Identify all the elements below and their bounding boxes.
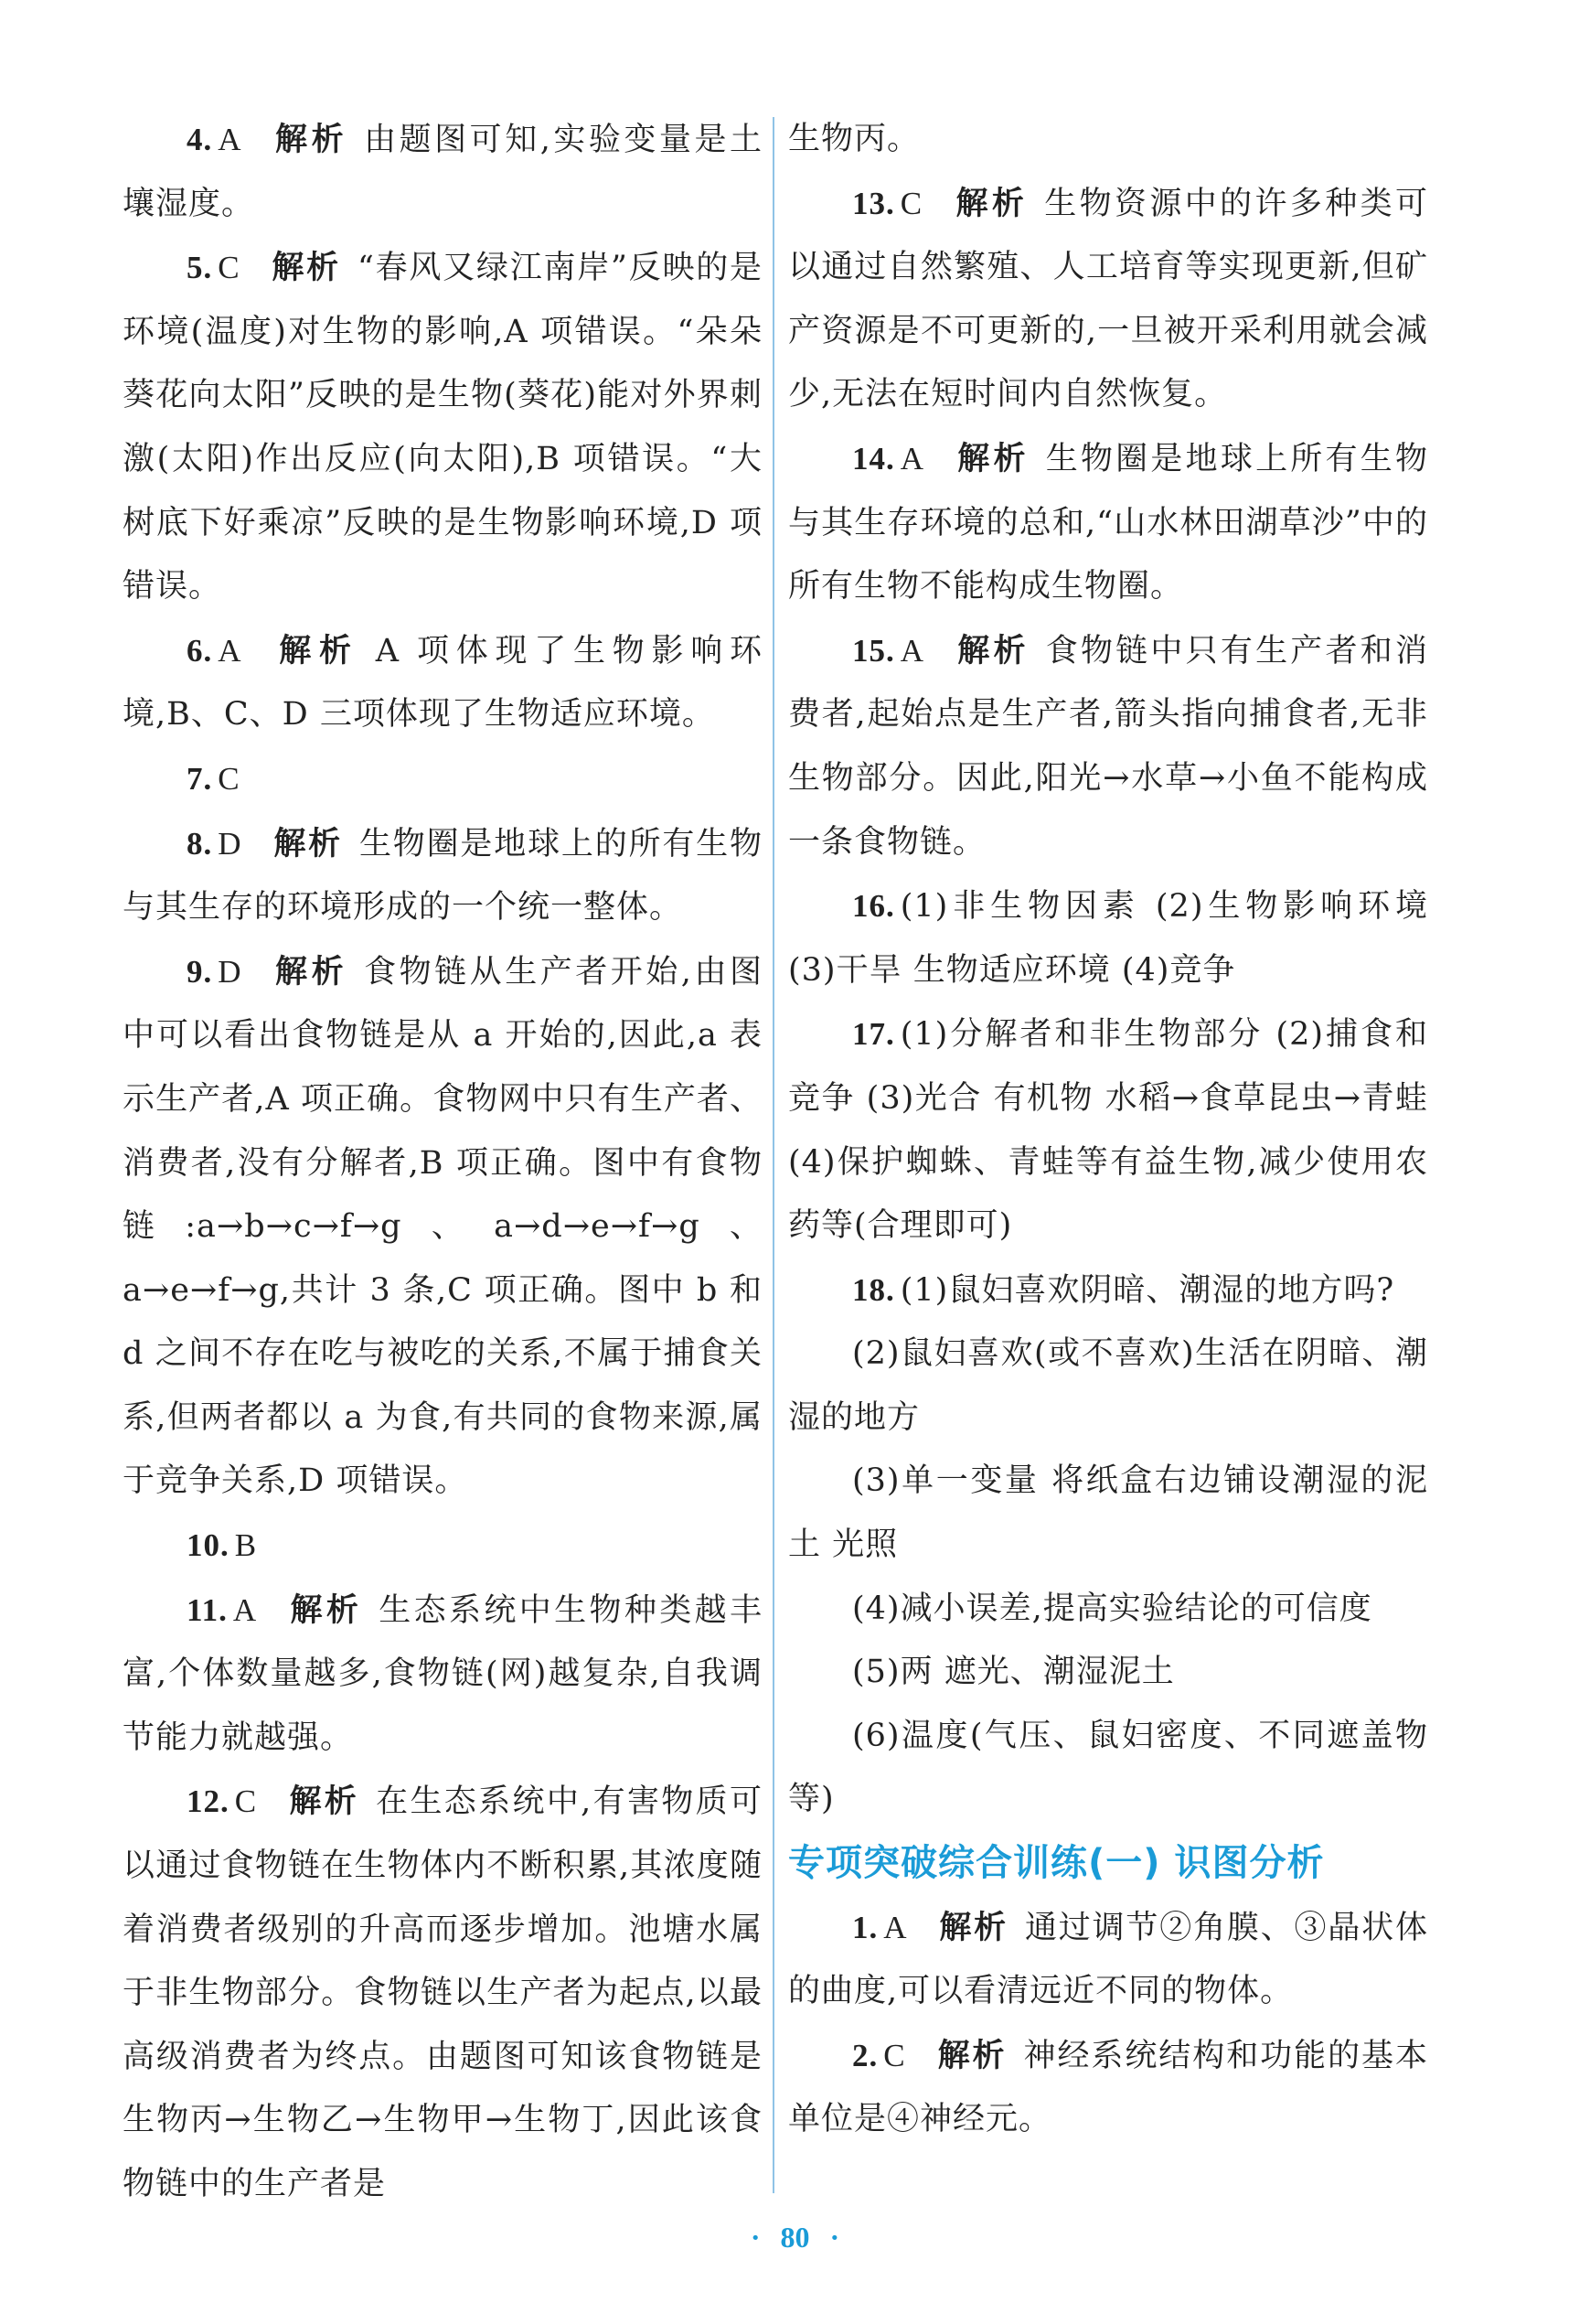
analysis-label: 解析 xyxy=(288,1783,360,1821)
analysis-label: 解析 xyxy=(288,1590,363,1629)
explanation-text: 在生态系统中,有害物质可以通过食物链在生物体内不断积累,其浓度随着消费者级别的升高而逐步增加。池塘水属于非生物部分。食物链以生产者为起点,以最高级消费者为终点。由题图可知该食物链是生物丙→生物乙→生物甲→生物丁,因此该食物链中的生产者是 xyxy=(123,1783,763,2202)
answer-item xyxy=(788,619,1428,874)
answer-item xyxy=(788,427,1428,619)
answer-item xyxy=(788,1896,1428,2024)
answer-item xyxy=(123,1770,763,2216)
answer-letter: C xyxy=(883,2037,906,2073)
question-number: 14. xyxy=(852,440,895,477)
sub-answer: (5)两 遮光、潮湿泥土 xyxy=(852,1654,1175,1691)
answer-letter: A xyxy=(883,1909,908,1945)
continuation-text: 生物丙。 xyxy=(788,121,921,157)
explanation-text: 生物资源中的许多种类可以通过自然繁殖、人工培育等实现更新,但矿产资源是不可更新的,一旦被开采利用就会减少,无法在短时间内自然恢复。 xyxy=(788,185,1428,413)
explanation-text: (1)鼠妇喜欢阴暗、潮湿的地方吗? xyxy=(900,1271,1395,1309)
question-number: 15. xyxy=(852,632,895,669)
answer-letter: D xyxy=(218,825,242,862)
answer-letter: C xyxy=(218,250,240,286)
question-number: 8. xyxy=(187,825,213,862)
explanation-text: 食物链从生产者开始,由图中可以看出食物链是从 a 开始的,因此,a 表示生产者,A 项正确。食物网中只有生产者、消费者,没有分解者,B 项正确。图中有食物链:a→b→c→f→g、a→d→e→f→g、a→e→f→g,共计 3 条,C 项正确。图中 b 和 d 之间不存在吃与被吃的关系,不属于捕食关系,但两者都以 a 为食,有共同的食物来源,属于竞争关系,D 项错误。 xyxy=(123,953,763,1500)
answer-item xyxy=(788,1258,1428,1323)
answer-letter: C xyxy=(218,760,240,797)
question-number: 13. xyxy=(852,185,895,221)
answer-letter: B xyxy=(234,1527,258,1564)
page-footer xyxy=(0,2221,1590,2254)
column-divider xyxy=(773,117,774,2193)
answer-item xyxy=(788,874,1428,1002)
explanation-text: A 项体现了生物影响环境,B、C、D 三项体现了生物适应环境。 xyxy=(123,632,763,734)
sub-answer: (2)鼠妇喜欢(或不喜欢)生活在阴暗、潮湿的地方 xyxy=(788,1335,1428,1436)
section-title: 专项突破综合训练(一) 识图分析 xyxy=(788,1842,1325,1885)
explanation-text: 由题图可知,实验变量是土壤湿度。 xyxy=(123,122,763,222)
analysis-label: 解析 xyxy=(954,184,1029,222)
explanation-text: 生物圈是地球上所有生物与其生存环境的总和,“山水林田湖草沙”中的所有生物不能构成生物圈。 xyxy=(788,440,1428,605)
footer-dot-left: · xyxy=(750,2221,761,2254)
page-number: 80 xyxy=(780,2221,810,2254)
explanation-text: 生态系统中生物种类越丰富,个体数量越多,食物链(网)越复杂,自我调节能力就越强。 xyxy=(123,1591,763,1756)
question-number: 1. xyxy=(852,1909,879,1945)
analysis-label: 解析 xyxy=(955,631,1030,669)
answer-letter: C xyxy=(900,185,923,221)
analysis-label: 解析 xyxy=(938,1908,1008,1946)
answer-letter: C xyxy=(234,1783,258,1820)
answer-item xyxy=(123,619,763,747)
answer-item xyxy=(123,1579,763,1771)
analysis-label: 解析 xyxy=(272,824,343,862)
question-number: 5. xyxy=(187,250,213,286)
question-number: 16. xyxy=(852,888,895,925)
question-number: 12. xyxy=(187,1783,229,1820)
question-number: 10. xyxy=(187,1527,229,1564)
explanation-text: (1)非生物因素 (2)生物影响环境 (3)干旱 生物适应环境 (4)竞争 xyxy=(788,888,1428,989)
analysis-label: 解析 xyxy=(955,439,1030,477)
explanation-text: “春风又绿江南岸”反映的是环境(温度)对生物的影响,A 项错误。“朵朵葵花向太阳”反映的是生物(葵花)能对外界刺激(太阳)作出反应(向太阳),B 项错误。“大树底下好乘凉”反映的是生物影响环境,D 项错误。 xyxy=(123,250,763,605)
analysis-label: 解析 xyxy=(936,2036,1008,2074)
sub-answer: (6)温度(气压、鼠妇密度、不同遮盖物等) xyxy=(788,1717,1428,1818)
right-column xyxy=(788,108,1428,2152)
answer-item xyxy=(788,1002,1428,1258)
explanation-text: 通过调节②角膜、③晶状体的曲度,可以看清远近不同的物体。 xyxy=(788,1909,1428,2010)
explanation-text: (1)分解者和非生物部分 (2)捕食和竞争 (3)光合 有机物 水稻→食草昆虫→青蛙 (4)保护蜘蛛、青蛙等有益生物,减少使用农药等(合理即可) xyxy=(788,1016,1428,1245)
explanation-text: 生物圈是地球上的所有生物与其生存的环境形成的一个统一整体。 xyxy=(123,825,763,926)
question-number: 6. xyxy=(187,632,213,669)
answer-item xyxy=(788,172,1428,427)
question-number: 7. xyxy=(187,760,213,797)
answer-item xyxy=(123,236,763,619)
answer-letter: A xyxy=(218,122,242,157)
answer-item xyxy=(123,108,763,236)
question-number: 11. xyxy=(187,1591,228,1628)
answer-letter: A xyxy=(232,1591,258,1628)
explanation-text: 食物链中只有生产者和消费者,起始点是生产者,箭头指向捕食者,无非生物部分。因此,阳光→水草→小鱼不能构成一条食物链。 xyxy=(788,632,1428,861)
explanation-text: 神经系统结构和功能的基本单位是④神经元。 xyxy=(788,2037,1428,2138)
left-column xyxy=(123,108,763,2217)
sub-answer: (4)减小误差,提高实验结论的可信度 xyxy=(852,1590,1372,1627)
analysis-label: 解析 xyxy=(272,631,359,669)
answer-item xyxy=(123,747,763,812)
analysis-label: 解析 xyxy=(271,249,341,287)
answer-letter: D xyxy=(218,953,242,990)
answer-item xyxy=(123,940,763,1514)
answer-item xyxy=(123,812,763,940)
answer-letter: A xyxy=(900,440,925,477)
answer-letter: A xyxy=(218,632,242,669)
question-number: 2. xyxy=(852,2037,879,2073)
answer-item xyxy=(123,1514,763,1579)
footer-dot-right: · xyxy=(829,2221,840,2254)
answer-item xyxy=(788,2024,1428,2152)
question-number: 18. xyxy=(852,1271,895,1308)
sub-answer: (3)单一变量 将纸盒右边铺设潮湿的泥土 光照 xyxy=(788,1462,1428,1564)
question-number: 4. xyxy=(187,122,213,157)
question-number: 9. xyxy=(187,953,213,990)
answer-letter: A xyxy=(900,632,925,669)
question-number: 17. xyxy=(852,1016,895,1053)
analysis-label: 解析 xyxy=(272,121,348,158)
analysis-label: 解析 xyxy=(272,952,348,991)
